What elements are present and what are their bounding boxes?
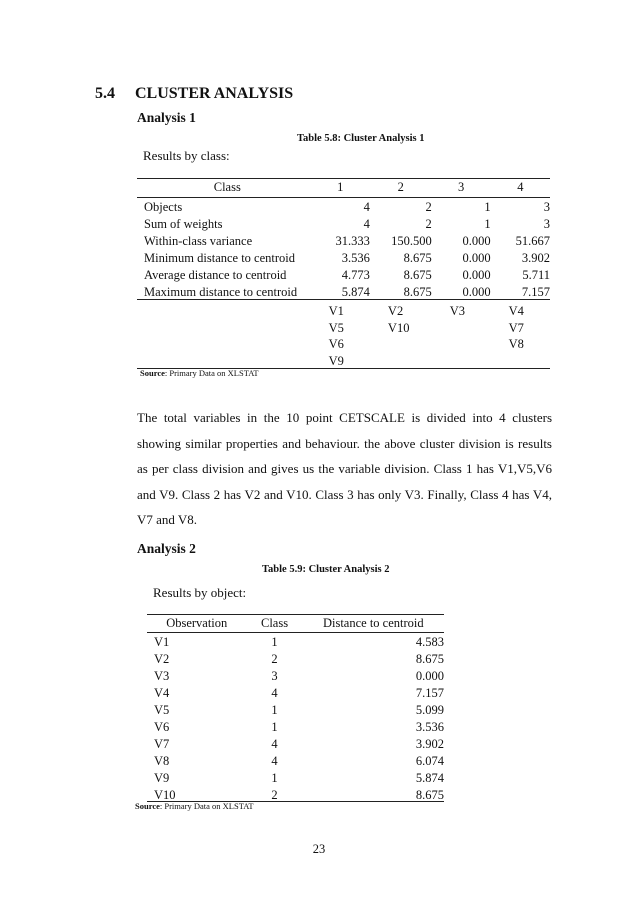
value-cell: 3: [543, 217, 550, 231]
value-cell: 3.902: [521, 251, 550, 265]
value-cell: 3: [543, 200, 550, 214]
observation-cell: V7: [154, 737, 170, 751]
class-cell: 4: [271, 686, 278, 700]
distance-cell: 8.675: [415, 652, 444, 666]
value-cell: 5.711: [522, 268, 550, 282]
body-paragraph: The total variables in the 10 point CETSCALE is divided into 4 clusters showing similar properties and behaviour. the above cluster division is results as per class division and gives us the variable division. Class 1 has V1,V5,V6 and V9. Class 2 has V2 and V10. Class 3 has only V3. Finally, Class 4 has V4, V7 and V8.: [137, 410, 552, 527]
value-cell: 150.500: [391, 234, 432, 248]
header-cell: Observation: [166, 616, 228, 630]
header-cell: Class: [261, 616, 289, 630]
member-cell: [432, 320, 491, 337]
empty-cell: [137, 320, 311, 337]
table-row: [137, 250, 550, 267]
value-cell: 0.000: [462, 268, 491, 282]
value-cell: 0.000: [462, 285, 491, 299]
section-title: CLUSTER ANALYSIS: [135, 85, 294, 102]
row-label-cell: Objects: [144, 200, 183, 214]
header-cell: 1: [337, 180, 344, 194]
member-cell: V4: [508, 304, 524, 318]
table-row: [147, 632, 444, 651]
distance-cell: 6.074: [415, 754, 444, 768]
results-by-object-label: Results by object:: [153, 585, 247, 600]
class-cell: 1: [271, 703, 278, 717]
row-label-cell: Sum of weights: [144, 217, 223, 231]
analysis-2-heading: Analysis 2: [137, 541, 196, 556]
value-cell: 3.536: [341, 251, 370, 265]
table-row: [137, 216, 550, 233]
table-row: [137, 267, 550, 284]
member-cell: [432, 336, 491, 353]
table-row: [147, 702, 444, 719]
observation-cell: V8: [154, 754, 170, 768]
observation-cell: V10: [154, 788, 176, 802]
class-cell: 2: [271, 652, 278, 666]
observation-cell: V9: [154, 771, 170, 785]
table-5-8-mid-rule: [137, 299, 550, 300]
class-cell: 1: [271, 720, 278, 734]
source-text: : Primary Data on XLSTAT: [159, 801, 254, 811]
row-label-cell: Maximum distance to centroid: [144, 285, 298, 299]
table-5-8-header-rule: [137, 197, 550, 198]
table-5-9-caption: Table 5.9: Cluster Analysis 2: [262, 564, 390, 575]
source-label: Source: [140, 368, 165, 378]
header-cell: Class: [213, 180, 241, 194]
header-cell: 3: [458, 180, 465, 194]
class-cell: 1: [271, 635, 278, 649]
member-cell: V8: [508, 337, 524, 351]
table-header-row: [147, 615, 444, 632]
value-cell: 1: [484, 200, 491, 214]
class-cell: 4: [271, 754, 278, 768]
observation-cell: V2: [154, 652, 170, 666]
table-row: [147, 685, 444, 702]
header-cell: Distance to centroid: [322, 616, 424, 630]
row-label-cell: Average distance to centroid: [144, 268, 287, 282]
distance-cell: 4.583: [415, 635, 444, 649]
table-row: [137, 301, 550, 320]
observation-cell: V1: [154, 635, 170, 649]
value-cell: 4: [363, 200, 370, 214]
distance-cell: 8.675: [415, 788, 444, 802]
table-row: [147, 668, 444, 685]
header-cell: 4: [517, 180, 524, 194]
table-row: [137, 353, 550, 370]
member-cell: V5: [328, 320, 344, 335]
member-cell: V3: [449, 304, 465, 318]
member-cell: V10: [387, 320, 410, 335]
table-row: [137, 233, 550, 250]
table-row: [137, 196, 550, 216]
member-cell: V1: [328, 304, 344, 318]
row-label-cell: Within-class variance: [144, 234, 253, 248]
member-cell: [370, 336, 432, 353]
section-number: 5.4: [95, 85, 115, 102]
class-cell: 1: [271, 771, 278, 785]
results-by-class-label: Results by class:: [143, 148, 230, 163]
member-cell: V2: [387, 304, 404, 318]
class-cell: 3: [271, 669, 278, 683]
value-cell: 8.675: [403, 285, 432, 299]
member-cell: V7: [508, 320, 524, 335]
observation-cell: V3: [154, 669, 170, 683]
value-cell: 8.675: [403, 251, 432, 265]
table-row: [147, 736, 444, 753]
value-cell: 0.000: [462, 234, 491, 248]
value-cell: 31.333: [335, 234, 370, 248]
source-label: Source: [135, 801, 160, 811]
table-5-8: [137, 179, 550, 369]
observation-cell: V6: [154, 720, 170, 734]
empty-cell: [137, 336, 311, 353]
value-cell: 51.667: [515, 234, 550, 248]
empty-cell: [137, 301, 311, 320]
value-cell: 4: [363, 217, 370, 231]
table-5-8-caption: Table 5.8: Cluster Analysis 1: [297, 133, 425, 144]
distance-cell: 0.000: [415, 669, 444, 683]
table-header-row: [137, 179, 550, 196]
row-label-cell: Minimum distance to centroid: [144, 251, 296, 265]
observation-cell: V5: [154, 703, 170, 717]
distance-cell: 7.157: [415, 686, 444, 700]
page-number: 23: [312, 842, 326, 856]
member-cell: V6: [328, 337, 344, 351]
empty-cell: [137, 353, 311, 370]
distance-cell: 5.874: [415, 771, 444, 785]
table-5-9-header-rule: [147, 632, 444, 633]
class-cell: 2: [271, 788, 278, 802]
class-cell: 4: [271, 737, 278, 751]
member-cell: [491, 353, 550, 370]
table-5-9: [147, 615, 444, 804]
distance-cell: 5.099: [415, 703, 444, 717]
table-row: [147, 651, 444, 668]
table-5-8-source: [140, 368, 259, 378]
table-row: [147, 770, 444, 787]
table-row: [137, 320, 550, 337]
value-cell: 8.675: [403, 268, 432, 282]
member-cell: [370, 353, 432, 370]
value-cell: 1: [484, 217, 491, 231]
value-cell: 0.000: [462, 251, 491, 265]
distance-cell: 3.536: [415, 720, 444, 734]
header-cell: 2: [397, 180, 404, 194]
value-cell: 2: [425, 200, 432, 214]
member-cell: V9: [328, 353, 344, 368]
analysis-1-heading: Analysis 1: [137, 110, 196, 125]
table-row: [137, 336, 550, 353]
table-row: [147, 719, 444, 736]
distance-cell: 3.902: [415, 737, 444, 751]
value-cell: 5.874: [341, 285, 370, 299]
observation-cell: V4: [154, 686, 170, 700]
value-cell: 4.773: [341, 268, 370, 282]
table-5-9-source: [135, 801, 254, 811]
value-cell: 2: [425, 217, 432, 231]
section-heading: [95, 85, 293, 103]
source-text: : Primary Data on XLSTAT: [164, 368, 259, 378]
value-cell: 7.157: [521, 285, 550, 299]
table-row: [147, 753, 444, 770]
member-cell: [432, 353, 491, 370]
